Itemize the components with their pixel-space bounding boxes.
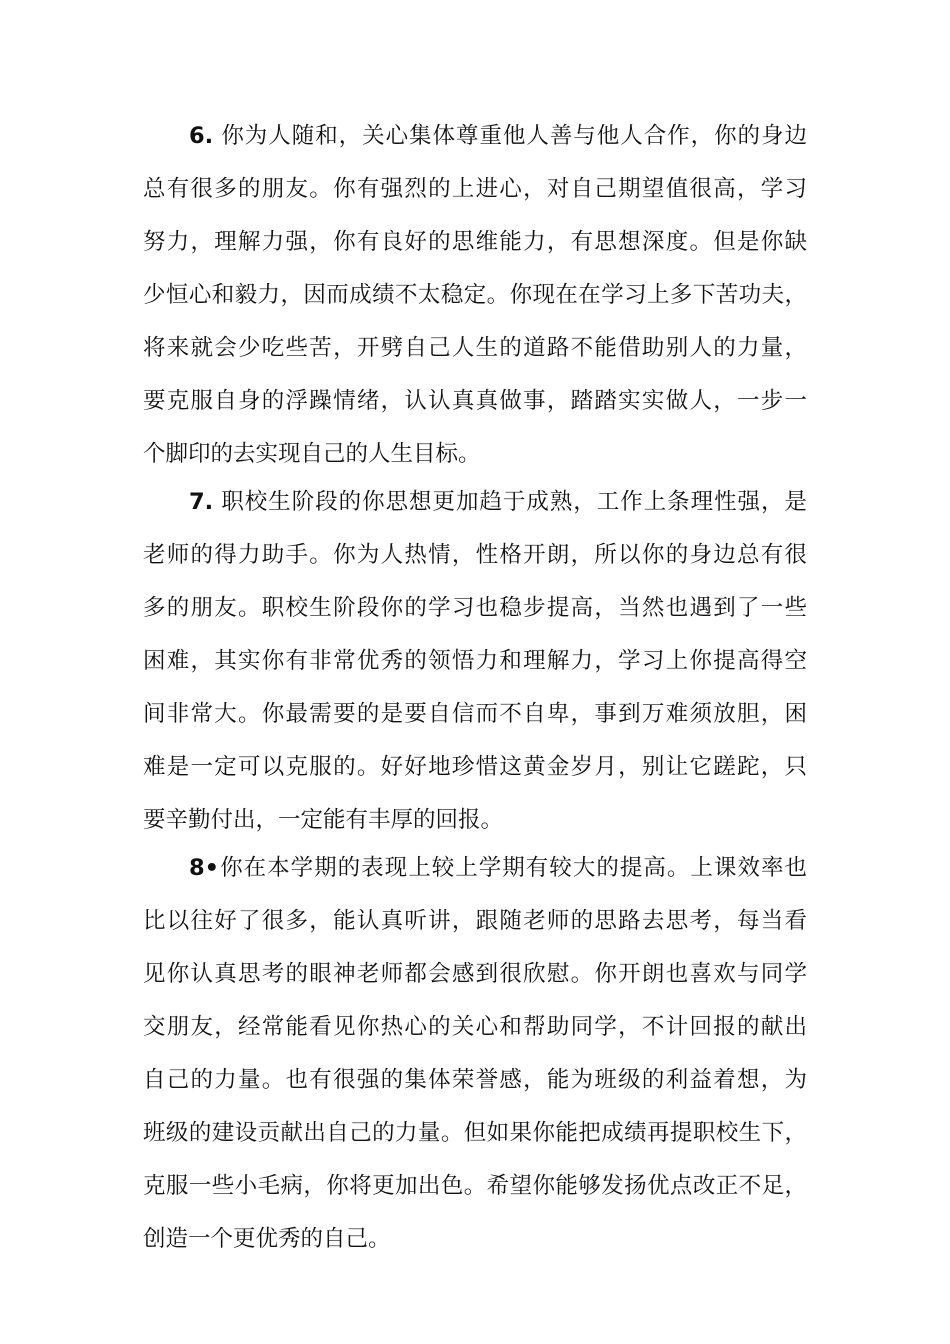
paragraph-line: 老师的得力助手。你为人热情，性格开朗，所以你的身边总有很 [143, 542, 807, 568]
paragraph-line: 创造一个更优秀的自己。 [143, 1226, 391, 1252]
paragraph-number: 7. [189, 489, 214, 515]
paragraph-line: 8•你在本学期的表现上较上学期有较大的提高。上课效率也 [189, 855, 807, 881]
paragraph-number: 6. [189, 123, 214, 149]
paragraph-line: 少恒心和毅力，因而成绩不太稳定。你现在在学习上多下苦功夫， [143, 282, 807, 308]
paragraph-line: 班级的建设贡献出自己的力量。但如果你能把成绩再提职校生下， [143, 1120, 807, 1146]
paragraph-line: 多的朋友。职校生阶段你的学习也稳步提高，当然也遇到了一些 [143, 595, 807, 621]
paragraph-line: 比以往好了很多，能认真听讲，跟随老师的思路去思考，每当看 [143, 908, 807, 934]
paragraph-line: 将来就会少吃些苦，开劈自己人生的道路不能借助别人的力量， [143, 335, 807, 361]
paragraph-line: 7. 职校生阶段的你思想更加趋于成熟，工作上条理性强，是 [189, 489, 807, 515]
paragraph-8 [143, 842, 807, 1266]
paragraph-line: 总有很多的朋友。你有强烈的上进心，对自己期望值很高，学习 [143, 176, 807, 202]
paragraph-line: 努力，理解力强，你有良好的思维能力，有思想深度。但是你缺 [143, 229, 807, 255]
paragraph-line: 难是一定可以克服的。好好地珍惜这黄金岁月，别让它蹉跎，只 [143, 754, 807, 780]
paragraph-line: 要辛勤付出，一定能有丰厚的回报。 [143, 807, 504, 833]
paragraph-number: 8• [189, 855, 220, 881]
paragraph-line: 个脚印的去实现自己的人生目标。 [143, 441, 481, 467]
paragraph-line: 克服一些小毛病，你将更加出色。希望你能够发扬优点改正不足， [143, 1173, 807, 1199]
paragraph-line: 要克服自身的浮躁情绪，认认真真做事，踏踏实实做人，一步一 [143, 388, 807, 414]
paragraph-6 [143, 110, 807, 481]
paragraph-line: 间非常大。你最需要的是要自信而不自卑，事到万难须放胆，困 [143, 701, 807, 727]
paragraph-7 [143, 476, 807, 847]
paragraph-line: 困难，其实你有非常优秀的领悟力和理解力，学习上你提高得空 [143, 648, 807, 674]
paragraph-line: 6. 你为人随和，关心集体尊重他人善与他人合作，你的身边 [189, 123, 807, 149]
paragraph-line: 见你认真思考的眼神老师都会感到很欣慰。你开朗也喜欢与同学 [143, 961, 807, 987]
paragraph-line: 交朋友，经常能看见你热心的关心和帮助同学，不计回报的献出 [143, 1014, 807, 1040]
paragraph-line: 自己的力量。也有很强的集体荣誉感，能为班级的利益着想，为 [143, 1067, 807, 1093]
